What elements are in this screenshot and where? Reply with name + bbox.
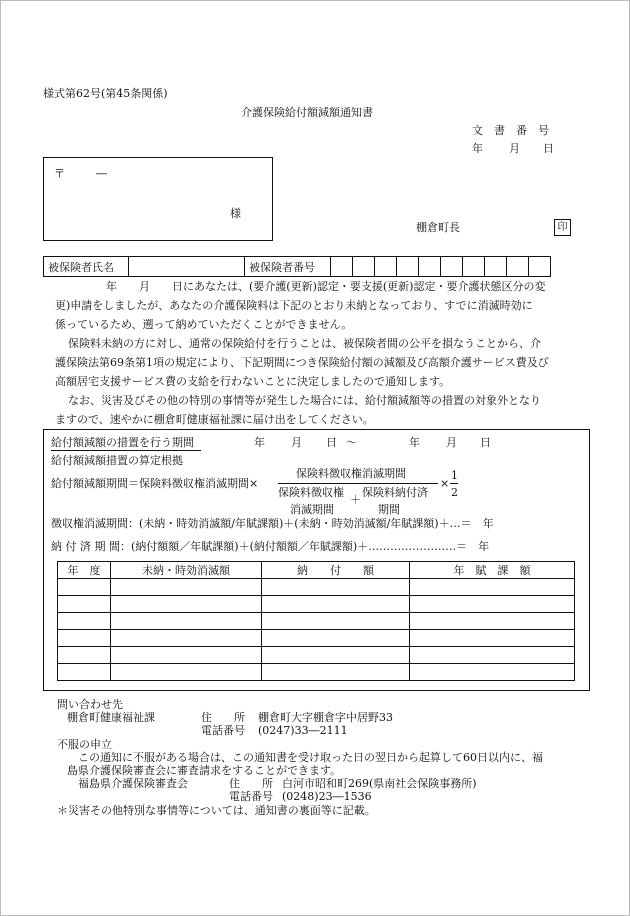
table-header-cell: 年 賦 課 額 — [410, 562, 575, 579]
appeal-address-label: 住 所 — [229, 777, 273, 790]
issuer-name: 棚倉町長 — [416, 221, 460, 234]
insured-table — [43, 256, 551, 277]
insured-number-cell — [331, 257, 353, 277]
table-cell — [262, 647, 410, 664]
table-row — [58, 613, 575, 630]
table-cell — [262, 613, 410, 630]
table-cell — [58, 647, 111, 664]
formula-den-right-bottom: 期間 — [378, 503, 400, 516]
seal-mark: 印 — [554, 219, 571, 236]
table-cell — [410, 613, 575, 630]
basis-label: 給付額減額措置の算定根拠 — [51, 454, 183, 467]
insured-number-cell — [397, 257, 419, 277]
table-cell — [262, 579, 410, 596]
doc-number-label: 文 書 番 号 — [472, 124, 549, 137]
formula-half-bar — [450, 483, 458, 484]
table-row — [58, 647, 575, 664]
insured-number-cell — [485, 257, 507, 277]
form-id: 様式第62号(第45条関係) — [43, 87, 168, 100]
table-cell — [111, 664, 262, 681]
period-end-day: 日 — [480, 436, 491, 449]
formula-fraction-bar — [278, 483, 438, 484]
table-cell — [58, 613, 111, 630]
body-p2-line3: 高額居宅支援サービス費の支給を行わないことに決定しましたので通知します。 — [55, 375, 451, 388]
insured-number-cell — [441, 257, 463, 277]
table-cell — [262, 630, 410, 647]
period-start-month: 月 — [291, 436, 302, 449]
period-end-month: 月 — [446, 436, 457, 449]
inquiry-address-label: 住 所 — [201, 711, 245, 724]
table-cell — [111, 647, 262, 664]
table-cell — [410, 664, 575, 681]
table-cell — [58, 596, 111, 613]
period-start-day: 日 — [326, 436, 337, 449]
insured-number-cell — [507, 257, 529, 277]
table-header-row — [58, 562, 575, 579]
insured-number-cell — [353, 257, 375, 277]
table-row — [58, 630, 575, 647]
insured-name-label: 被保険者氏名 — [44, 257, 129, 277]
period-start-year: 年 — [254, 436, 265, 449]
table-cell — [410, 630, 575, 647]
date-day: 日 — [543, 142, 554, 155]
inquiry-phone-label: 電話番号 — [201, 724, 245, 737]
appeal-text-line2: 島県介護保険審査会に審査請求をすることができます。 — [67, 764, 342, 777]
formula-half-num: 1 — [451, 469, 458, 482]
table-row — [58, 579, 575, 596]
appeal-phone-label: 電話番号 — [229, 790, 273, 803]
inquiry-heading: 問い合わせ先 — [57, 698, 123, 711]
inquiry-address: 棚倉町大字棚倉字中居野33 — [258, 711, 393, 724]
insured-number-label: 被保険者番号 — [245, 257, 331, 277]
formula-times: × — [440, 477, 450, 490]
table-cell — [111, 630, 262, 647]
payment-table — [57, 561, 575, 681]
table-cell — [58, 630, 111, 647]
table-header-cell: 年 度 — [58, 562, 111, 579]
table-row — [58, 664, 575, 681]
table-cell — [262, 664, 410, 681]
appeal-text-line1: この通知に不服がある場合は、この通知書を受け取った日の翌日から起算して60日以内に、福 — [78, 751, 543, 764]
insured-number-cell — [375, 257, 397, 277]
formula-den-right-top: 保険料納付済 — [362, 486, 428, 499]
body-p2-line1: 保険料未納の方に対し、通常の保険給付を行うことは、被保険者間の公平を損なうことから、介 — [68, 337, 541, 350]
insured-name-field — [129, 257, 245, 277]
appeal-council: 福島県介護保険審査会 — [78, 777, 188, 790]
expiry-period-line: 徴収権消滅期間：(未納・時効消滅額/年賦課額)＋(未納・時効消滅額/年賦課額)＋…＝ 年 — [51, 517, 494, 530]
formula-half-den: 2 — [451, 486, 458, 499]
honorific: 様 — [230, 207, 241, 220]
address-box — [43, 157, 273, 241]
formula-plus: ＋ — [350, 493, 361, 506]
formula-den-left-top: 保険料徴収権 — [278, 486, 344, 499]
period-end-year: 年 — [409, 436, 420, 449]
appeal-address: 白河市昭和町269(県南社会保険事務所) — [282, 777, 477, 790]
body-p3-line2: ますので、速やかに棚倉町健康福祉課に届け出をしてください。 — [55, 413, 374, 426]
inquiry-phone: (0247)33―2111 — [258, 724, 348, 737]
insured-number-cell — [419, 257, 441, 277]
footnote: ＊災害その他特別な事情等については、通知書の裏面等に記載。 — [57, 804, 376, 817]
table-cell — [262, 596, 410, 613]
table-row — [58, 596, 575, 613]
body-p1-line3: 係っているため、遡って納めていただくことができません。 — [55, 318, 353, 331]
table-cell — [58, 579, 111, 596]
page-title: 介護保険給付額減額通知書 — [241, 106, 373, 119]
body-p1-line2: 更)申請をしましたが、あなたの介護保険料は下記のとおり未納となっており、すでに消滅時効に — [55, 299, 533, 312]
table-cell — [111, 579, 262, 596]
measure-period-label: 給付額減額の措置を行う期間 — [51, 436, 194, 449]
formula-den-left-bottom: 消滅期間 — [290, 503, 334, 516]
table-body — [58, 579, 575, 681]
table-header-cell: 未納・時効消滅額 — [111, 562, 262, 579]
table-cell — [410, 647, 575, 664]
body-p3-line1: なお、災害及びその他の特別の事情等が発生した場合には、給付額減額等の措置の対象外となり — [68, 394, 541, 407]
date-year: 年 — [472, 142, 483, 155]
insured-number-cell — [529, 257, 551, 277]
table-cell — [410, 596, 575, 613]
inquiry-office: 棚倉町健康福祉課 — [67, 711, 155, 724]
date-month: 月 — [509, 142, 520, 155]
paid-period-line: 納 付 済 期 間：(納付額額／年賦課額)＋(納付額額／年賦課額)＋……………………＝ 年 — [51, 540, 490, 553]
table-cell — [58, 664, 111, 681]
postal-dash: ― — [96, 167, 107, 180]
body-p1-line1: 年 月 日にあなたは、(要介護(更新)認定・要支援(更新)認定・要介護状態区分の変 — [106, 280, 546, 293]
table-cell — [410, 579, 575, 596]
table-cell — [111, 596, 262, 613]
appeal-heading: 不服の申立 — [57, 738, 112, 751]
postal-mark: 〒 — [54, 167, 65, 180]
formula-numerator: 保険料徴収権消滅期間 — [296, 467, 406, 480]
insured-number-cell — [463, 257, 485, 277]
table-header-cell: 納 付 額 — [262, 562, 410, 579]
table-cell — [111, 613, 262, 630]
formula-lhs: 給付額減額期間＝保険料徴収権消滅期間× — [51, 477, 259, 490]
period-underline — [51, 450, 201, 451]
period-tilde: ～ — [346, 436, 357, 449]
body-p2-line2: 護保険法第69条第1項の規定により、下記期間につき保険給付額の減額及び高額介護サービス費及び — [55, 356, 549, 369]
appeal-phone: (0248)23―1536 — [282, 790, 372, 803]
